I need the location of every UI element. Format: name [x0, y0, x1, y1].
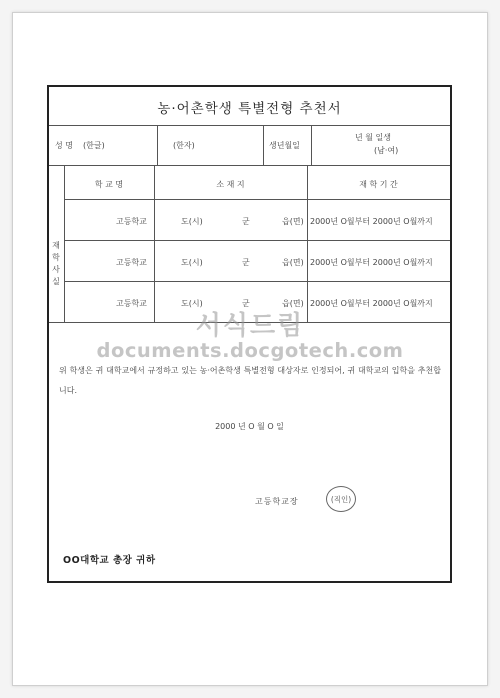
- name-label: 성 명: [55, 141, 73, 150]
- enrollment-period[interactable]: 2000년 O월부터 2000년 O월까지: [310, 217, 433, 226]
- divider: [263, 125, 264, 165]
- principal-title: 고등학교장: [255, 497, 299, 506]
- school-name[interactable]: 고등학교: [116, 299, 147, 308]
- side-char: 학: [52, 252, 60, 262]
- town[interactable]: 읍(면): [282, 299, 304, 308]
- addressee: OO대학교 총장 귀하: [63, 555, 156, 566]
- enrollment-facts-label: [49, 205, 63, 321]
- county[interactable]: 군: [242, 258, 250, 267]
- school-name[interactable]: 고등학교: [116, 258, 147, 267]
- county[interactable]: 군: [242, 299, 250, 308]
- location-header: 소 재 지: [216, 180, 245, 189]
- side-char: 재: [52, 240, 60, 250]
- town[interactable]: 읍(면): [282, 217, 304, 226]
- gender-field[interactable]: (남·여): [374, 146, 399, 155]
- watermark-url: documents.docgotech.com: [96, 339, 404, 362]
- school-name[interactable]: 고등학교: [116, 217, 147, 226]
- recommendation-text: 위 학생은 귀 대학교에서 규정하고 있는 농·어촌학생 특별전형 대상자로 인정되어, 귀 대학교의 입학을 추천합니다.: [59, 366, 441, 395]
- watermark-korean: 서식드림: [195, 311, 305, 341]
- dob-field[interactable]: 년 월 일생: [355, 133, 391, 142]
- county[interactable]: 군: [242, 217, 250, 226]
- divider: [49, 165, 450, 166]
- divider: [64, 199, 450, 200]
- province[interactable]: 도(시): [181, 258, 203, 267]
- issue-date[interactable]: 2000 년 O 월 O 일: [215, 422, 284, 431]
- dob-label: 생년월일: [269, 141, 300, 150]
- enrollment-period[interactable]: 2000년 O월부터 2000년 O월까지: [310, 299, 433, 308]
- side-char: 사: [52, 264, 60, 274]
- enrollment-period[interactable]: 2000년 O월부터 2000년 O월까지: [310, 258, 433, 267]
- divider: [157, 125, 158, 165]
- hanja-name-field[interactable]: (한자): [173, 141, 195, 150]
- province[interactable]: 도(시): [181, 217, 203, 226]
- divider: [49, 125, 450, 126]
- school-name-header: 학 교 명: [94, 180, 124, 189]
- divider: [311, 125, 312, 165]
- side-char: 실: [52, 276, 60, 286]
- form-title: 농·어촌학생 특별전형 추천서: [157, 101, 342, 117]
- official-seal: (직인): [326, 486, 356, 512]
- town[interactable]: 읍(면): [282, 258, 304, 267]
- divider: [64, 281, 450, 282]
- period-header: 재 학 기 간: [359, 180, 398, 189]
- divider: [64, 240, 450, 241]
- hangul-name-field[interactable]: (한글): [83, 141, 105, 150]
- province[interactable]: 도(시): [181, 299, 203, 308]
